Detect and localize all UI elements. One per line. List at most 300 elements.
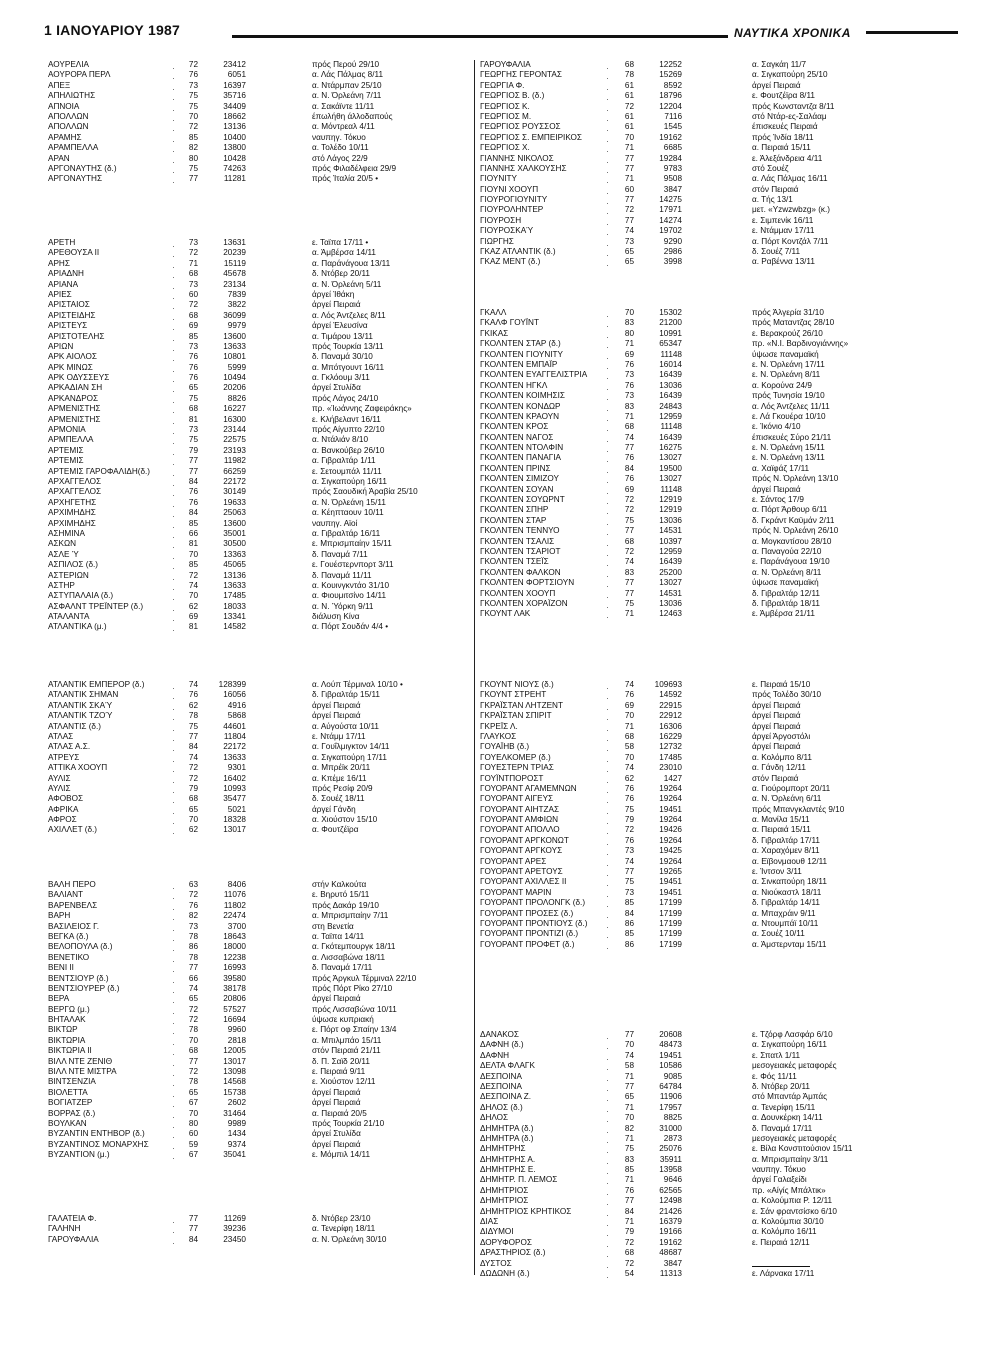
ship-status: ε. Πειραιά 12/11 xyxy=(752,1237,810,1247)
ship-row xyxy=(0,898,1000,908)
ship-status: α. Σιγκαπούρη 17/11 xyxy=(312,752,387,762)
gross-tonnage: 35477 xyxy=(223,794,246,804)
ship-row xyxy=(0,402,1000,412)
ship-name: ΑΡΧΗΓΕΤΗΣ xyxy=(48,498,172,508)
build-year: 74 xyxy=(624,856,634,866)
gross-tonnage: 9085 xyxy=(663,1071,682,1081)
build-year: 77 xyxy=(624,1030,634,1039)
ship-name: ΓΟΥΟΡΑΝΤ ΠΡΟΦΕΤ (δ.) xyxy=(480,940,606,950)
gross-tonnage: 23134 xyxy=(223,279,246,289)
ship-row xyxy=(0,360,1000,370)
ship-name: ΓΟΥΟΡΑΝΤ ΑΜΦΙΩΝ xyxy=(480,815,606,825)
ship-row xyxy=(0,825,1000,835)
ship-name: ΓΚΟΛΝΤΕΝ ΝΤΟΛΦΙΝ xyxy=(480,443,606,453)
ship-status: α. Γάνδη 12/11 xyxy=(752,763,806,773)
ship-name: ΑΟΥΡΕΛΙΑ xyxy=(48,60,172,70)
ship-status: ε. Κλήβελαντ 16/11 xyxy=(312,414,381,424)
ship-status: δ. Π. Σαϊδ 20/11 xyxy=(312,1056,370,1066)
build-year: 78 xyxy=(624,70,634,80)
ship-name: ΑΟΥΡΟΡΑ ΠΕΡΛ xyxy=(48,70,172,80)
ship-name: ΔΕΣΠΟΙΝΑ xyxy=(480,1072,606,1082)
ship-status: δ. Ντόβερ 23/10 xyxy=(312,1214,371,1223)
ship-name: ΒΙΛΛ ΝΤΕ ΖΕΝΙΘ xyxy=(48,1057,172,1067)
ship-status: α. Μπαχράιν 9/11 xyxy=(752,908,816,918)
build-year: 77 xyxy=(624,1196,634,1206)
ship-row xyxy=(0,690,1000,700)
ship-name: ΔΑΝΑΚΟΣ xyxy=(480,1030,606,1040)
gross-tonnage: 109693 xyxy=(654,680,682,689)
ship-name: ΓΟΥΟΡΑΝΤ ΑΓΑΜΕΜΝΩΝ xyxy=(480,784,606,794)
gross-tonnage: 35041 xyxy=(223,1150,246,1160)
ship-status: α. Λούπ Τέρμιναλ 10/10 • xyxy=(312,680,403,689)
build-year: 62 xyxy=(188,700,198,710)
ship-name: ΓΚΡΑΪΣΤΑΝ ΛΗΤΖΕΝΤ xyxy=(480,701,606,711)
ship-name: ΓΟΥΟΡΑΝΤ ΑΡΓΚΟΥΣ xyxy=(480,846,606,856)
ship-name: ΔΗΛΟΣ (δ.) xyxy=(480,1103,606,1113)
gross-tonnage: 11313 xyxy=(659,1268,682,1278)
gross-tonnage: 23412 xyxy=(223,60,246,69)
ship-name: ΑΡΧΑΓΓΕΛΟΣ xyxy=(48,477,172,487)
build-year: 73 xyxy=(624,887,634,897)
ship-row xyxy=(0,1124,1000,1134)
build-year: 82 xyxy=(188,143,198,153)
ship-name: ΓΙΟΥΡΟΣΗ xyxy=(480,216,606,226)
build-year: 70 xyxy=(188,549,198,559)
build-year: 68 xyxy=(188,794,198,804)
ship-status: ε. Τζόρφ Λασφάρ 6/10 xyxy=(752,1030,833,1039)
ship-status: ε. Ταϊπα 17/11 • xyxy=(312,238,369,247)
gross-tonnage: 39236 xyxy=(223,1224,246,1234)
ship-name: ΓΚΟΛΝΤΕΝ ΦΑΛΚΟΝ xyxy=(480,568,606,578)
gross-tonnage: 19451 xyxy=(659,887,682,897)
ship-row xyxy=(0,81,1000,91)
build-year: 85 xyxy=(188,132,198,142)
build-year: 78 xyxy=(188,711,198,721)
gross-tonnage: 11804 xyxy=(223,731,246,741)
ship-name: ΑΡΤΕΜΙΣ xyxy=(48,446,172,456)
ship-row xyxy=(0,91,1000,101)
gross-tonnage: 16993 xyxy=(223,963,246,973)
build-year: 65 xyxy=(188,383,198,393)
ship-status: άργεί Πειραιά xyxy=(752,484,801,494)
ship-name: ΓΟΥΟΡΑΝΤ ΠΡΟΝΤΙΟΥΣ (δ.) xyxy=(480,919,606,929)
ship-name: ΑΡΙΣΤΕΥΣ xyxy=(48,321,172,331)
gross-tonnage: 44601 xyxy=(223,721,246,731)
ship-row xyxy=(0,422,1000,432)
ship-status: στό Σουέζ xyxy=(752,163,789,173)
build-year: 68 xyxy=(624,731,634,741)
gross-tonnage: 9374 xyxy=(227,1139,246,1149)
build-year: 72 xyxy=(188,890,198,900)
ship-name: ΓΚΟΛΝΤΕΝ ΤΣΑΡΙΟΤ xyxy=(480,547,606,557)
gross-tonnage: 7839 xyxy=(227,289,246,299)
ship-status: δ. Παναμά 11/11 xyxy=(312,570,372,580)
ship-name: ΑΡΙΑΝΑ xyxy=(48,280,172,290)
ship-row xyxy=(0,318,1000,328)
build-year: 54 xyxy=(624,1268,634,1278)
ship-row xyxy=(0,888,1000,898)
ship-name: ΓΚΑΖ ΜΕΝΤ (δ.) xyxy=(480,257,606,267)
build-year: 71 xyxy=(624,1102,634,1112)
build-year: 85 xyxy=(188,331,198,341)
build-year: 68 xyxy=(624,422,634,432)
ship-status: α. Σινκαπούρη 18/11 xyxy=(752,877,827,887)
build-year: 77 xyxy=(188,456,198,466)
ship-name: ΓΚΟΛΝΤΕΝ ΚΟΝΔΩΡ xyxy=(480,402,606,412)
gross-tonnage: 9979 xyxy=(227,321,246,331)
ship-name: ΒΙΛΛ ΝΤΕ ΜΙΣΤΡΑ xyxy=(48,1067,172,1077)
gross-tonnage: 38178 xyxy=(223,983,246,993)
gross-tonnage: 17199 xyxy=(659,898,682,908)
ship-row xyxy=(0,1082,1000,1092)
build-year: 65 xyxy=(188,994,198,1004)
build-year: 70 xyxy=(624,711,634,721)
ship-status: ε. Μόμπιλ 14/11 xyxy=(312,1150,371,1160)
ship-row xyxy=(0,701,1000,711)
gross-tonnage: 3998 xyxy=(663,257,682,267)
gross-tonnage: 57527 xyxy=(223,1004,246,1014)
ship-status: α. Κολούμπια Ρ. 12/11 xyxy=(752,1196,833,1206)
ship-row xyxy=(0,485,1000,495)
build-year: 71 xyxy=(624,609,634,619)
build-year: 72 xyxy=(188,60,198,69)
ship-name: ΑΤΑΛΑΝΤΑ xyxy=(48,612,172,622)
ship-status: ε. Φός 11/11 xyxy=(752,1071,797,1081)
build-year: 71 xyxy=(624,1175,634,1185)
ship-name: ΓΚΟΛΝΤΕΝ ΚΡΟΣ xyxy=(480,422,606,432)
build-year: 68 xyxy=(188,269,198,279)
gross-tonnage: 9290 xyxy=(663,236,682,246)
build-year: 76 xyxy=(624,380,634,390)
build-year: 76 xyxy=(624,835,634,845)
gross-tonnage: 17199 xyxy=(659,939,682,949)
gross-tonnage: 12463 xyxy=(659,609,682,619)
build-year: 75 xyxy=(624,515,634,525)
gross-tonnage: 18000 xyxy=(223,942,246,952)
ship-name: ΑΣΗΜΙΝΑ xyxy=(48,529,172,539)
ship-status: α. Γιούρομπορτ 20/11 xyxy=(752,783,831,793)
gross-tonnage: 48687 xyxy=(659,1248,682,1258)
ship-row xyxy=(0,784,1000,794)
ship-status: δ. Παναμά 30/10 xyxy=(312,352,373,362)
build-year: 79 xyxy=(188,783,198,793)
ship-name: ΒΕΓΚΑ (δ.) xyxy=(48,932,172,942)
ship-row xyxy=(0,350,1000,360)
ship-name: ΓΙΟΥΡΟΓΙΟΥΝΙΤΥ xyxy=(480,195,606,205)
gross-tonnage: 16306 xyxy=(659,721,682,731)
gross-tonnage: 19425 xyxy=(659,846,682,856)
ship-name: ΑΡΕΘΟΥΣΑ ΙΙ xyxy=(48,248,172,258)
ship-name: ΑΡΧΙΜΗΔΗΣ xyxy=(48,508,172,518)
ship-name: ΑΡΙΕΣ xyxy=(48,290,172,300)
ship-status: δ. Γιβραλτάρ 18/11 xyxy=(752,598,820,608)
build-year: 71 xyxy=(624,411,634,421)
ship-name: ΑΡΜΕΝΙΣΤΗΣ xyxy=(48,404,172,414)
gross-tonnage: 15738 xyxy=(223,1087,246,1097)
gross-tonnage: 13800 xyxy=(223,143,246,153)
ship-row xyxy=(0,247,1000,257)
build-year: 80 xyxy=(624,328,634,338)
ship-row xyxy=(0,433,1000,443)
build-year: 78 xyxy=(188,1077,198,1087)
gross-tonnage: 13017 xyxy=(223,1056,246,1066)
ship-status: στόν Πειραιά xyxy=(752,773,799,783)
ship-status: α. Πόρτ Κοντζάλ 7/11 xyxy=(752,236,829,246)
ship-name: ΑΤΛΑΣ Α.Σ. xyxy=(48,742,172,752)
gross-tonnage: 9960 xyxy=(227,1025,246,1035)
ship-row xyxy=(0,1207,1000,1217)
ship-status: α. Σαγκάη 11/7 xyxy=(752,60,807,69)
ship-name: ΔΩΔΩΝΗ (δ.) xyxy=(480,1269,606,1279)
build-year: 70 xyxy=(624,132,634,142)
publication-title: ΝΑΥΤΙΚΑ ΧΡΟΝΙΚΑ xyxy=(734,26,851,40)
ship-name: ΑΡΑΜΗΣ xyxy=(48,133,172,143)
ship-row xyxy=(0,237,1000,247)
ship-status: πρός Ν. Όρλεάνη 26/10 xyxy=(752,526,839,536)
ship-status: άργεί Πειραιά xyxy=(312,1087,361,1097)
ship-row xyxy=(0,505,1000,515)
ship-name: ΓΚΟΥΝΤ ΣΤΡΕΗΤ xyxy=(480,690,606,700)
ship-status: α. Ντάλιάν 8/10 xyxy=(312,435,368,445)
ship-status: άργεί Πειραιά xyxy=(312,1098,361,1108)
build-year: 83 xyxy=(624,567,634,577)
gross-tonnage: 13098 xyxy=(223,1067,246,1077)
ship-name: ΔΗΜΗΤΡΙΟΣ xyxy=(480,1196,606,1206)
gross-tonnage: 18033 xyxy=(223,601,246,611)
ship-name: ΑΡΜΠΕΛΛΑ xyxy=(48,435,172,445)
ship-status: ε. Πειραιά 15/10 xyxy=(752,680,811,689)
gross-tonnage: 30149 xyxy=(223,487,246,497)
ship-status: α. Βανκούβερ 26/10 xyxy=(312,445,385,455)
build-year: 76 xyxy=(624,690,634,700)
ship-name: ΒΕΝΕΤΙΚΟ xyxy=(48,953,172,963)
gross-tonnage: 13136 xyxy=(223,570,246,580)
ship-name: ΑΡΙΣΤΟΤΕΛΗΣ xyxy=(48,332,172,342)
build-year: 74 xyxy=(188,680,198,689)
build-year: 76 xyxy=(624,783,634,793)
ship-status: πρός Περού 29/10 xyxy=(312,60,380,69)
build-year: 77 xyxy=(624,163,634,173)
ship-row xyxy=(0,994,1000,1004)
build-year: 76 xyxy=(188,487,198,497)
build-year: 74 xyxy=(188,983,198,993)
ship-status: α. Ντάρμπαν 25/10 xyxy=(312,80,382,90)
ship-name: ΒΕΝΙ ΙΙ xyxy=(48,963,172,973)
ship-row xyxy=(0,1165,1000,1175)
ship-name: ΑΡΧΑΓΓΕΛΟΣ xyxy=(48,487,172,497)
ship-name: ΑΥΛΙΣ xyxy=(48,774,172,784)
gross-tonnage: 16439 xyxy=(659,432,682,442)
build-year: 75 xyxy=(624,804,634,814)
ship-name: ΓΚΟΛΝΤΕΝ ΣΤΑΡ (δ.) xyxy=(480,339,606,349)
ship-status: έπισκευές Πειραιά xyxy=(752,122,818,132)
ship-name: ΒΥΖΑΝΤΙΝ ΕΝΤΗΒΟΡ (δ.) xyxy=(48,1129,172,1139)
ship-status: ε. Χιούστον 12/11 xyxy=(312,1077,376,1087)
ship-status: α. Τής 13/1 xyxy=(752,195,793,205)
ship-status: α. Τενερίφη 15/11 xyxy=(752,1102,816,1112)
ship-status: ύψωσε παναμαϊκή xyxy=(752,349,819,359)
ship-name: ΓΙΟΥΡΟΛΗΝΤΕΡ xyxy=(480,205,606,215)
gross-tonnage: 45678 xyxy=(223,269,246,279)
build-year: 77 xyxy=(188,731,198,741)
ship-name: ΑΡΚΑΝΔΡΟΣ xyxy=(48,394,172,404)
gross-tonnage: 19451 xyxy=(659,804,682,814)
gross-tonnage: 13036 xyxy=(659,598,682,608)
build-year: 74 xyxy=(624,1050,634,1060)
ship-name: ΑΣΚΩΝ xyxy=(48,539,172,549)
build-year: 76 xyxy=(188,900,198,910)
ship-name: ΓΕΩΡΓΙΟΣ Κ. xyxy=(480,102,606,112)
gross-tonnage: 9301 xyxy=(227,763,246,773)
build-year: 65 xyxy=(188,1087,198,1097)
build-year: 72 xyxy=(624,205,634,215)
ship-name: ΓΟΥΕΣΤΕΡΝ ΤΡΙΑΣ xyxy=(480,763,606,773)
ship-row xyxy=(0,940,1000,950)
ship-status: α. Μογκαντίσου 28/10 xyxy=(752,536,832,546)
ship-status: άργεί Γαλαξείδι xyxy=(752,1175,807,1185)
build-year: 79 xyxy=(624,815,634,825)
gross-tonnage: 62565 xyxy=(659,1185,682,1195)
gross-tonnage: 2986 xyxy=(663,247,682,257)
gross-tonnage: 12919 xyxy=(659,505,682,515)
ship-name: ΓΟΥΟΡΑΝΤ ΑΡΕΤΟΥΣ xyxy=(480,867,606,877)
ship-status: α. Πειραιά 15/11 xyxy=(752,143,811,153)
gross-tonnage: 48473 xyxy=(659,1040,682,1050)
ship-status: α. Ν. Όρλεάνη 30/10 xyxy=(312,1234,387,1244)
ship-name: ΑΦΡΙΚΑ xyxy=(48,805,172,815)
build-year: 74 xyxy=(624,432,634,442)
build-year: 66 xyxy=(188,528,198,538)
gross-tonnage: 10801 xyxy=(223,352,246,362)
gross-tonnage: 17971 xyxy=(659,205,682,215)
build-year: 60 xyxy=(624,184,634,194)
ship-row xyxy=(0,1175,1000,1185)
gross-tonnage: 17199 xyxy=(659,918,682,928)
ship-name: ΓΚΟΥΝΤ ΛΑΚ xyxy=(480,609,606,619)
gross-tonnage: 45065 xyxy=(223,560,246,570)
ship-row xyxy=(0,185,1000,195)
ship-row xyxy=(0,557,1000,567)
ship-row xyxy=(0,537,1000,547)
gross-tonnage: 6051 xyxy=(227,70,246,80)
build-year: 69 xyxy=(624,700,634,710)
build-year: 71 xyxy=(624,1217,634,1227)
gross-tonnage: 13633 xyxy=(223,341,246,351)
ship-name: ΓΙΟΥΝΙΤΥ xyxy=(480,174,606,184)
ship-name: ΒΕΡΑ xyxy=(48,994,172,1004)
ship-row xyxy=(0,1134,1000,1144)
gross-tonnage: 21426 xyxy=(659,1206,682,1216)
build-year: 73 xyxy=(188,921,198,931)
ship-status: α. Νιούκαστλ 18/11 xyxy=(752,887,822,897)
ship-status: α. Φουτζέϊρα xyxy=(312,825,359,835)
gross-tonnage: 8826 xyxy=(227,393,246,403)
ship-row xyxy=(0,391,1000,401)
build-year: 71 xyxy=(624,174,634,184)
gross-tonnage: 2602 xyxy=(227,1098,246,1108)
ship-status: α. Γουΐλμιγκτον 14/11 xyxy=(312,742,390,752)
ship-status: α. Δουνκέρκη 14/11 xyxy=(752,1113,823,1123)
gross-tonnage: 8825 xyxy=(663,1113,682,1123)
ship-name: ΓΚΟΛΝΤΕΝ ΠΡΙΝΣ xyxy=(480,464,606,474)
gross-tonnage: 25200 xyxy=(659,567,682,577)
gross-tonnage: 35716 xyxy=(223,91,246,101)
ship-status: δ. Γιβραλτάρ 17/11 xyxy=(752,835,820,845)
gross-tonnage: 11148 xyxy=(660,422,682,432)
ship-row xyxy=(0,1092,1000,1102)
gross-tonnage: 19264 xyxy=(659,856,682,866)
ship-row xyxy=(0,205,1000,215)
ship-status: άργεί Πειραιά xyxy=(312,700,361,710)
ship-name: ΓΕΩΡΓΙΟΣ Β. (δ.) xyxy=(480,91,606,101)
ship-status: στό Λάγος 22/9 xyxy=(312,153,368,163)
ship-status: α. Σιγκαπούρη 16/11 xyxy=(312,476,387,486)
ship-status: δ. Παναμά 7/11 xyxy=(312,549,368,559)
build-year: 80 xyxy=(188,153,198,163)
ship-status: α. Παράνάγουα 13/11 xyxy=(312,258,391,268)
gross-tonnage: 13027 xyxy=(659,453,682,463)
ship-status: α. Τιμάρου 13/11 xyxy=(312,331,373,341)
gross-tonnage: 16439 xyxy=(659,391,682,401)
gross-tonnage: 2873 xyxy=(663,1133,682,1143)
build-year: 71 xyxy=(624,1133,634,1143)
ship-row xyxy=(0,1259,1000,1269)
gross-tonnage: 13136 xyxy=(223,122,246,132)
build-year: 70 xyxy=(624,308,634,317)
ship-status: α. Χαραχόμεν 8/11 xyxy=(752,846,820,856)
ship-name: ΒΑΛΗ ΠΕΡΟ xyxy=(48,880,172,890)
build-year: 77 xyxy=(188,174,198,184)
ship-name: ΔΟΡΥΦΟΡΟΣ xyxy=(480,1238,606,1248)
build-year: 72 xyxy=(188,1004,198,1014)
ship-status: μετ. «Yzwzwbzg» (κ.) xyxy=(752,205,831,215)
gross-tonnage: 19166 xyxy=(659,1227,682,1237)
gross-tonnage: 6685 xyxy=(663,143,682,153)
ship-status: πρός Τουρκία 21/10 xyxy=(312,1118,385,1128)
ship-row xyxy=(0,622,1000,632)
ship-row xyxy=(0,1113,1000,1123)
build-year: 77 xyxy=(624,153,634,163)
gross-tonnage: 9646 xyxy=(663,1175,682,1185)
gross-tonnage: 8592 xyxy=(663,80,682,90)
ship-status: α. Μόντρεαλ 4/11 xyxy=(312,122,375,132)
ship-status: α. Χιούστον 15/10 xyxy=(312,815,378,825)
build-year: 70 xyxy=(188,111,198,121)
ship-status: πρ. «Αίγίς Μπάλτικ» xyxy=(752,1185,826,1195)
ship-name: ΓΚΟΛΝΤΕΝ ΠΑΝΑΓΙΑ xyxy=(480,453,606,463)
gross-tonnage: 13600 xyxy=(223,518,246,528)
ship-name: ΔΗΜΗΤΡΑ (δ.) xyxy=(480,1124,606,1134)
ship-status: ε. Γουέστερνπορτ 3/11 xyxy=(312,560,394,570)
ship-name: ΔΗΜΗΤΡΗΣ xyxy=(480,1144,606,1154)
ship-name: ΓΚΟΛΝΤΕΝ ΕΥΑΓΓΕΛΙΣΤΡΙΑ xyxy=(480,370,606,380)
ship-status: ε. Μπρισμπαίην 15/11 xyxy=(312,539,392,549)
ship-status: ε. Λά Γκουέρα 10/10 xyxy=(752,411,826,421)
build-year: 84 xyxy=(188,476,198,486)
gross-tonnage: 13341 xyxy=(223,612,246,622)
ship-status: ε. Ντάμμαν 17/11 xyxy=(752,226,815,236)
ship-status: έπισκευές Σύρο 21/11 xyxy=(752,432,832,442)
ship-name: ΒΥΖΑΝΤΙΝΟΣ ΜΟΝΑΡΧΗΣ xyxy=(48,1140,172,1150)
ship-status: πρός Αίγυπτο 22/10 xyxy=(312,425,385,435)
gross-tonnage: 23144 xyxy=(223,425,246,435)
ship-status: δ. Γκράντ Καϋμάν 2/11 xyxy=(752,515,835,525)
ship-name: ΑΣΤΗΡ xyxy=(48,581,172,591)
ship-name: ΓΚΙΚΑΣ xyxy=(480,329,606,339)
ship-status: α. Άμστερνταμ 15/11 xyxy=(752,939,827,949)
ship-status: πρ. «Ίωάννης Ζαφειράκης» xyxy=(312,404,412,414)
ship-row xyxy=(0,963,1000,973)
